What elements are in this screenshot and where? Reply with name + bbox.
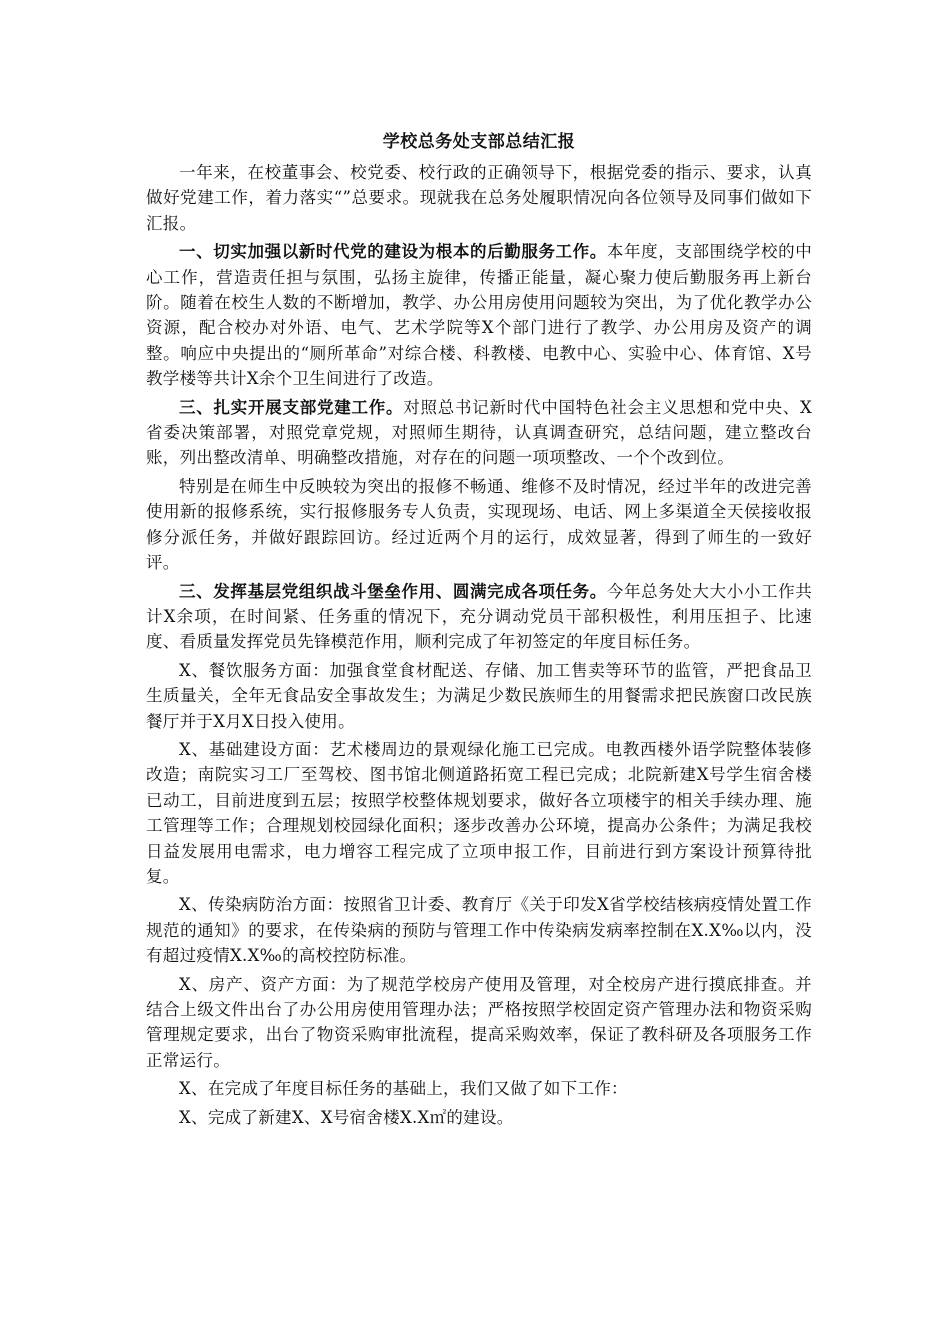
- paragraph-intro: [146, 160, 812, 236]
- paragraph-text: 特别是在师生中反映较为突出的报修不畅通、维修不及时情况，经过半年的改进完善使用新的报修系统，实行报修服务专人负责，实现现场、电话、网上多渠道全天侯接收报修分派任务，并做好跟踪回访。经过近两个月的运行，成效显著，得到了师生的一致好评。: [146, 476, 812, 573]
- paragraph-section-logistics: [146, 239, 812, 391]
- paragraph-catering: [146, 658, 812, 734]
- paragraph-property-assets: [146, 972, 812, 1074]
- paragraph-text: X、在完成了年度目标任务的基础上，我们又做了如下工作：: [179, 1079, 628, 1099]
- paragraph-disease-control: [146, 892, 812, 968]
- document-title: 学校总务处支部总结汇报: [382, 132, 576, 152]
- paragraph-text: X、房产、资产方面：为了规范学校房产使用及管理，对全校房产进行摸底排查。并结合上级文件出台了办公用房使用管理办法；严格按照学校固定资产管理办法和物资采购管理规定要求，出台了物资采购审批流程，提高采购效率，保证了教科研及各项服务工作正常运行。: [146, 974, 812, 1070]
- paragraph-text: 一年来，在校董事会、校党委、校行政的正确领导下，根据党委的指示、要求，认真做好党建工作，着力落实“”总要求。现就我在总务处履职情况向各位领导及同事们做如下汇报。: [146, 163, 812, 233]
- paragraph-text: X、完成了新建X、X号宿舍楼X.X㎡的建设。: [179, 1107, 514, 1127]
- paragraph-infrastructure: [146, 737, 812, 889]
- document-body: [146, 128, 812, 1133]
- paragraph-repair-system: [146, 474, 812, 576]
- paragraph-section-tasks: [146, 579, 812, 655]
- section-heading: 三、扎实开展支部党建工作。: [179, 397, 404, 417]
- paragraph-text: X、传染病防治方面：按照省卫计委、教育厅《关于印发X省学校结核病疫情处置工作规范的通知》的要求，在传染病的预防与管理工作中传染病发病率控制在X.X‰以内，没有超过疫情X.X‰的高校控防标准。: [146, 895, 812, 966]
- section-heading: 一、切实加强以新时代党的建设为根本的后勤服务工作。: [179, 242, 607, 262]
- paragraph-text: 对照总书记新时代中国特色社会主义思想和党中央、X省委决策部署，对照党章党规，对照师生期待，认真调查研究，总结问题，建立整改台账，列出整改清单、明确整改措施，对存在的问题一项项整改、一个个改到位。: [146, 397, 812, 468]
- paragraph-dormitory: [146, 1105, 812, 1130]
- paragraph-additional-work: [146, 1076, 812, 1101]
- paragraph-text: X、餐饮服务方面：加强食堂食材配送、存储、加工售卖等环节的监管，严把食品卫生质量关，全年无食品安全事故发生；为满足少数民族师生的用餐需求把民族窗口改民族餐厅并于X月X日投入使用。: [146, 660, 812, 731]
- paragraph-text: 本年度，支部围绕学校的中心工作，营造责任担与氛围，弘扬主旋律，传播正能量，凝心聚力使后勤服务再上新台阶。随着在校生人数的不断增加，教学、办公用房使用问题较为突出，为了优化教学办公资源，配合校办对外语、电气、艺术学院等X个部门进行了教学、办公用房及资产的调整。响应中央提出的“厕所革命”对综合楼、科教楼、电教中心、实验中心、体育馆、X号教学楼等共计X余个卫生间进行了改造。: [146, 242, 813, 389]
- paragraph-section-party-building: [146, 395, 812, 471]
- paragraph-text: 今年总务处大大小小工作共计X余项，在时间紧、任务重的情况下，充分调动党员干部积极性，利用压担子、比速度、看质量发挥党员先锋模范作用，顺利完成了年初签定的年度目标任务。: [146, 581, 813, 652]
- section-heading: 三、发挥基层党组织战斗堡垒作用、圆满完成各项任务。: [179, 581, 607, 601]
- paragraph-text: X、基础建设方面：艺术楼周边的景观绿化施工已完成。电教西楼外语学院整体装修改造；南院实习工厂至驾校、图书馆北侧道路拓宽工程已完成；北院新建X号学生宿舍楼已动工，目前进度到五层；按照学校整体规划要求，做好各立项楼宇的相关手续办理、施工管理等工作；合理规划校园绿化面积；逐步改善办公环境，提高办公条件；为满足我校日益发展用电需求，电力增容工程完成了立项申报工作，目前进行到方案设计预算待批复。: [146, 739, 812, 886]
